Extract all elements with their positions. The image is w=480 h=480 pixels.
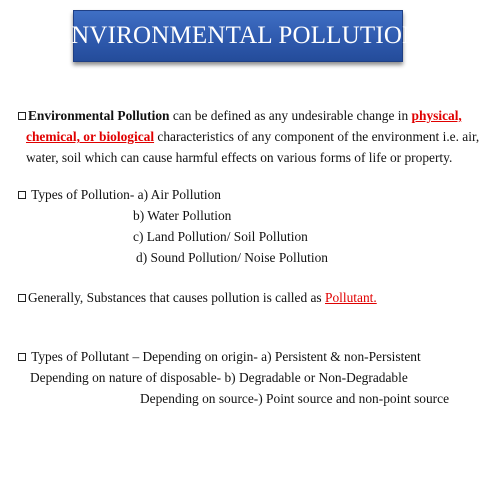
checkbox-bullet-icon [18, 112, 26, 120]
page-title: ENVIRONMENTAL POLLUTION [55, 22, 421, 49]
checkbox-bullet-icon [18, 294, 26, 302]
types-item-d: d) Sound Pollution/ Noise Pollution [136, 250, 328, 265]
title-banner [55, 10, 421, 62]
definition-term: Environmental Pollution [28, 108, 170, 123]
types-line-d [136, 247, 328, 268]
definition-line-2 [26, 126, 479, 147]
definition-line-1 [18, 105, 462, 126]
types-intro: Types of Pollution- a) Air Pollution [31, 187, 221, 202]
pollutant-types-disposable: Depending on nature of disposable- b) Degradable or Non-Degradable [30, 370, 408, 385]
checkbox-bullet-icon [18, 191, 26, 199]
definition-highlight-physical: physical, [411, 108, 462, 123]
checkbox-bullet-icon [18, 353, 26, 361]
types-line-a [18, 184, 221, 205]
pollutant-types-line-1 [18, 346, 421, 367]
types-item-b: b) Water Pollution [133, 208, 232, 223]
pollutant-term: Pollutant. [325, 290, 377, 305]
pollutant-line [18, 287, 377, 308]
definition-text: can be defined as any undesirable change in [169, 108, 412, 123]
types-item-c: c) Land Pollution/ Soil Pollution [133, 229, 308, 244]
pollutant-types-line-3 [140, 388, 449, 409]
pollutant-types-line-2 [30, 367, 408, 388]
pollutant-text: Generally, Substances that causes pollution is called as [28, 290, 325, 305]
types-line-b [133, 205, 231, 226]
types-line-c [133, 226, 308, 247]
definition-line-3 [26, 147, 452, 168]
definition-text: water, soil which can cause harmful effects on various forms of life or property. [26, 150, 453, 165]
pollutant-types-origin: Types of Pollutant – Depending on origin- a) Persistent & non-Persistent [31, 349, 421, 364]
pollutant-types-source: Depending on source-) Point source and non-point source [140, 391, 450, 406]
definition-highlight-chemical: chemical, or biological [26, 129, 155, 144]
definition-text: characteristics of any component of the environment i.e. air, [154, 129, 480, 144]
